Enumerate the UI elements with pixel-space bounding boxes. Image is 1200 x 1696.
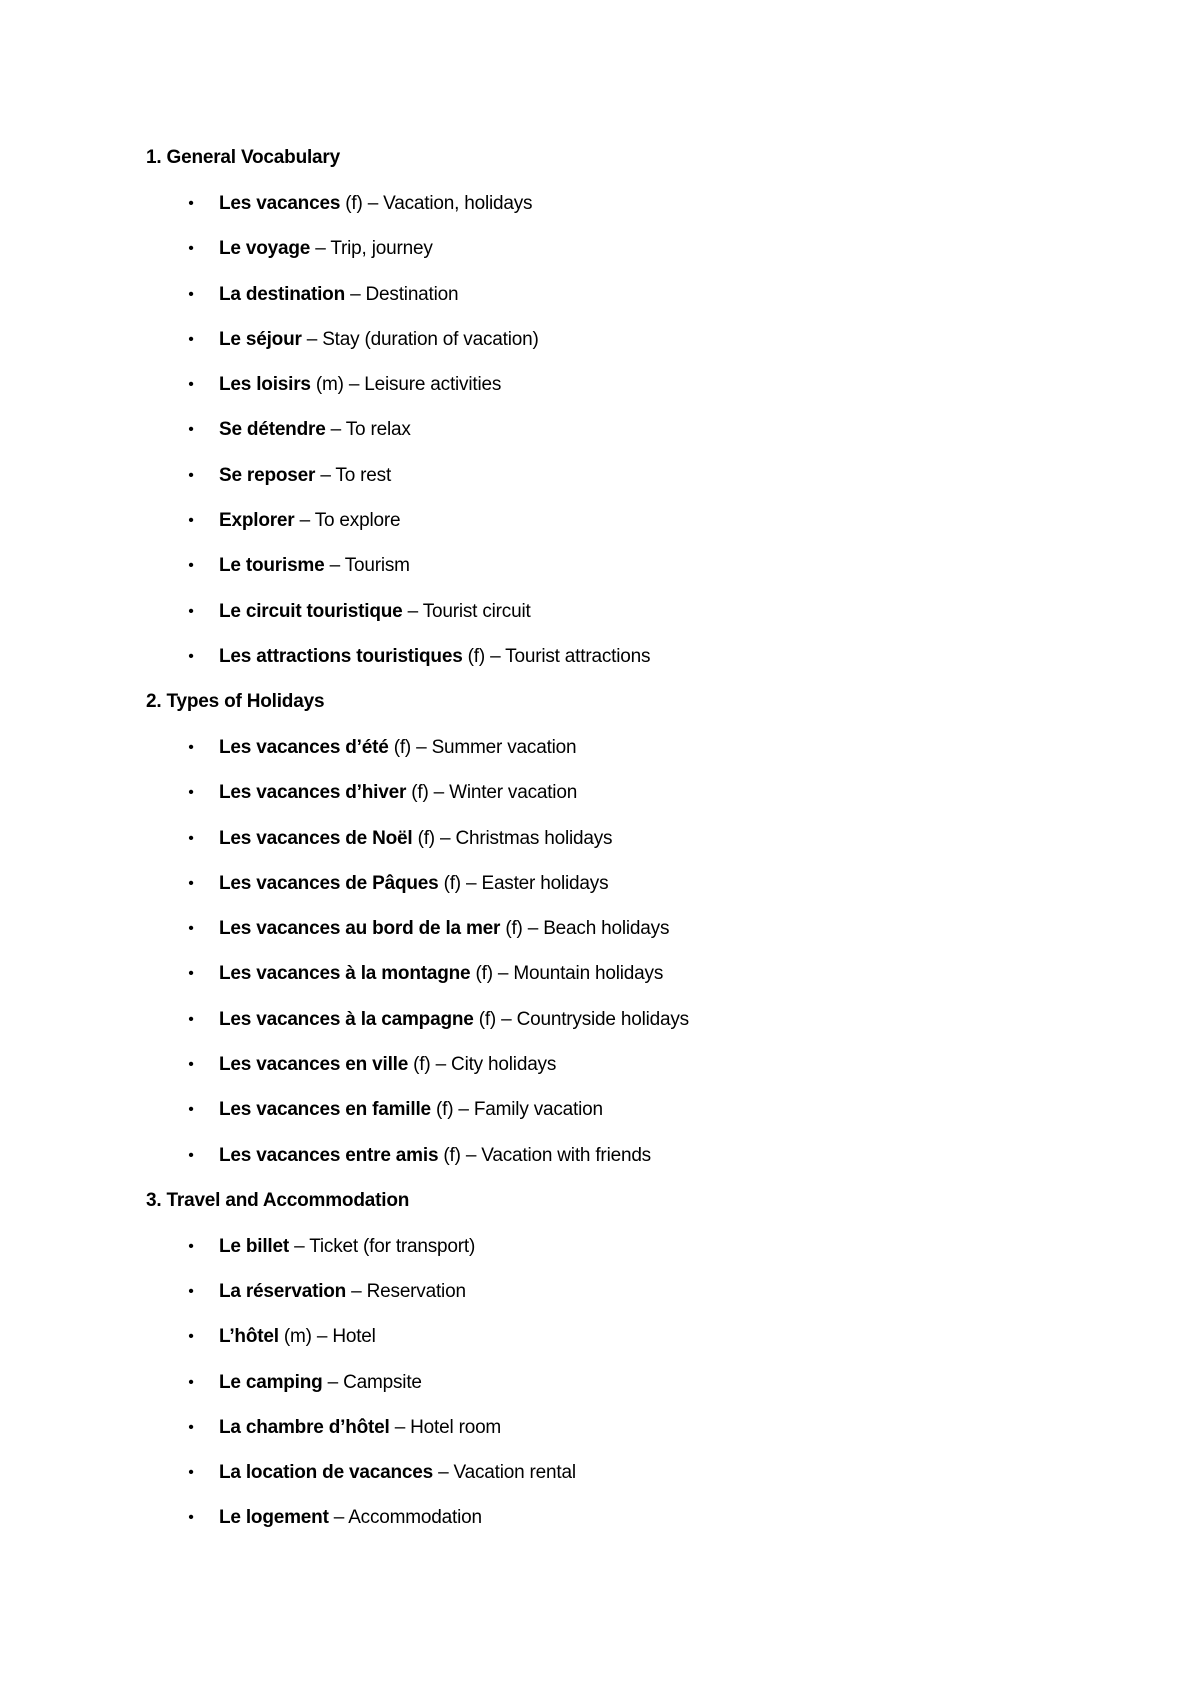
vocab-meaning: Family vacation [473, 1099, 603, 1121]
bullet-icon: • [188, 1146, 194, 1164]
list-item [146, 1235, 1126, 1259]
vocab-term: Les loisirs [219, 374, 311, 396]
bullet-icon: • [188, 421, 194, 439]
bullet-icon: • [188, 512, 194, 530]
list-item [146, 1325, 1126, 1349]
vocab-term: Le logement [219, 1507, 329, 1529]
vocab-separator: – [492, 963, 514, 985]
vocab-term: Les vacances en ville [219, 1054, 409, 1076]
bullet-icon: • [188, 784, 194, 802]
vocab-separator: – [311, 1326, 333, 1348]
bullet-icon: • [188, 965, 194, 983]
bullet-icon: • [188, 1056, 194, 1074]
list-item [146, 645, 1126, 669]
vocab-separator: – [322, 1371, 344, 1393]
vocab-separator: – [496, 1008, 517, 1030]
bullet-icon: • [188, 1101, 194, 1119]
vocab-separator: – [324, 555, 345, 577]
vocab-meaning: City holidays [451, 1054, 557, 1076]
vocab-separator: – [345, 283, 366, 305]
vocab-separator: – [325, 419, 346, 441]
section-heading-types-of-holidays: 2. Types of Holidays [146, 690, 325, 712]
vocab-term: Les vacances de Pâques [219, 872, 439, 894]
bullet-icon: • [188, 829, 194, 847]
vocab-gender: (f) [470, 963, 493, 985]
vocab-separator: – [301, 328, 323, 350]
vocab-separator: – [460, 1144, 482, 1166]
vocab-term: Le billet [219, 1235, 289, 1257]
vocab-gender: (f) [340, 193, 363, 214]
list-item [146, 1371, 1126, 1395]
bullet-icon: • [188, 376, 194, 394]
list-item [146, 237, 1126, 261]
vocab-separator: – [315, 464, 336, 486]
vocab-separator: – [428, 782, 450, 804]
vocab-gender: (f) [473, 1008, 497, 1030]
vocab-meaning: Christmas holidays [455, 827, 613, 849]
vocab-separator: – [289, 1235, 310, 1257]
list-item [146, 554, 1126, 578]
bullet-icon: • [188, 1237, 194, 1255]
vocab-meaning: Hotel [332, 1326, 376, 1348]
vocab-term: Les vacances d’hiver [219, 782, 407, 804]
vocab-meaning: Vacation with friends [481, 1144, 651, 1166]
list-item [146, 1144, 1126, 1168]
bullet-icon: • [188, 647, 194, 665]
bullet-icon: • [188, 1328, 194, 1346]
vocab-meaning: Destination [365, 283, 459, 305]
vocab-gender: (m) [310, 374, 344, 396]
vocab-meaning: Leisure activities [364, 374, 502, 396]
vocab-list-general-vocabulary [146, 192, 1126, 669]
bullet-icon: • [188, 920, 194, 938]
vocab-term: Le tourisme [219, 555, 325, 577]
vocab-separator: – [430, 1054, 452, 1076]
section-heading-travel-and-accommodation: 3. Travel and Accommodation [146, 1189, 410, 1211]
list-item [146, 1506, 1126, 1530]
vocab-meaning: Accommodation [348, 1507, 482, 1529]
bullet-icon: • [188, 738, 194, 756]
list-item [146, 1416, 1126, 1440]
vocab-meaning: Hotel room [410, 1416, 502, 1438]
vocab-gender: (f) [406, 782, 429, 804]
vocab-meaning: Reservation [366, 1280, 466, 1302]
vocab-meaning: Trip, journey [330, 238, 433, 260]
list-item [146, 1008, 1126, 1032]
list-item [146, 600, 1126, 624]
vocab-meaning: Tourism [344, 555, 410, 577]
vocab-gender: (f) [438, 872, 461, 894]
bullet-icon: • [188, 330, 194, 348]
bullet-icon: • [188, 1373, 194, 1391]
list-item [146, 373, 1126, 397]
vocab-gender: (f) [388, 736, 412, 758]
vocab-term: Le circuit touristique [219, 600, 403, 622]
vocab-separator: – [460, 872, 482, 894]
vocab-term: Explorer [219, 510, 295, 532]
list-item [146, 872, 1126, 896]
list-item [146, 1053, 1126, 1077]
list-item [146, 509, 1126, 533]
bullet-icon: • [188, 1418, 194, 1436]
vocab-term: Se détendre [219, 419, 326, 441]
vocab-term: Les vacances en famille [219, 1099, 431, 1121]
vocab-meaning: Vacation rental [453, 1462, 576, 1484]
list-item [146, 283, 1126, 307]
bullet-icon: • [188, 1282, 194, 1300]
vocab-meaning: Ticket (for transport) [309, 1235, 476, 1257]
vocab-term: Le camping [219, 1371, 323, 1393]
vocab-list-travel-and-accommodation [146, 1235, 1126, 1531]
bullet-icon: • [188, 874, 194, 892]
vocab-separator: – [389, 1416, 411, 1438]
vocab-term: Le séjour [219, 328, 302, 350]
bullet-icon: • [188, 240, 194, 258]
bullet-icon: • [188, 1509, 194, 1527]
vocab-meaning: Stay (duration of vacation) [322, 328, 539, 350]
bullet-icon: • [188, 466, 194, 484]
vocab-meaning: Countryside holidays [516, 1008, 689, 1030]
vocab-gender: (f) [500, 918, 523, 940]
vocab-term: Les vacances à la montagne [219, 963, 471, 985]
vocab-gender: (f) [438, 1144, 461, 1166]
vocab-term: Se reposer [219, 464, 316, 486]
vocab-term: Les vacances entre amis [219, 1144, 439, 1166]
vocab-meaning: Tourist attractions [505, 645, 651, 667]
bullet-icon: • [188, 1010, 194, 1028]
vocab-separator: – [343, 374, 365, 396]
list-item [146, 1098, 1126, 1122]
bullet-icon: • [188, 602, 194, 620]
vocab-separator: – [346, 1280, 367, 1302]
vocab-separator: – [484, 645, 506, 667]
vocab-term: Les vacances au bord de la mer [219, 918, 501, 940]
vocab-gender: (f) [430, 1099, 454, 1121]
list-item [146, 736, 1126, 760]
vocab-separator: – [402, 600, 423, 622]
list-item [146, 781, 1126, 805]
vocab-list-types-of-holidays [146, 736, 1126, 1168]
vocab-term: L’hôtel [219, 1326, 279, 1348]
vocab-separator: – [522, 918, 544, 940]
vocab-meaning: Campsite [343, 1371, 422, 1393]
list-item [146, 827, 1126, 851]
vocab-term: Les vacances d’été [219, 736, 389, 758]
vocab-gender: (f) [462, 645, 485, 667]
vocab-gender: (m) [278, 1326, 312, 1348]
list-item [146, 917, 1126, 941]
vocab-meaning: To explore [314, 510, 401, 532]
vocab-term: Les vacances [219, 193, 341, 214]
vocab-gender: (f) [412, 827, 435, 849]
list-item [146, 192, 1126, 216]
vocab-meaning: Beach holidays [543, 918, 670, 940]
vocab-meaning: Easter holidays [481, 872, 609, 894]
document-content [146, 146, 1126, 1530]
vocab-separator: – [434, 827, 456, 849]
vocab-term: Le voyage [219, 238, 311, 260]
bullet-icon: • [188, 285, 194, 303]
list-item [146, 962, 1126, 986]
vocab-separator: – [328, 1507, 349, 1529]
vocab-meaning: To relax [345, 419, 411, 441]
vocab-term: Les attractions touristiques [219, 645, 463, 667]
bullet-icon: • [188, 1464, 194, 1482]
vocab-term: Les vacances de Noël [219, 827, 413, 849]
vocab-separator: – [433, 1462, 454, 1484]
bullet-icon: • [188, 195, 194, 212]
vocab-separator: – [411, 736, 432, 758]
list-item [146, 1280, 1126, 1304]
vocab-meaning: Mountain holidays [513, 963, 664, 985]
list-item [146, 464, 1126, 488]
list-item [146, 328, 1126, 352]
list-item [146, 418, 1126, 442]
vocab-meaning: Summer vacation [431, 736, 577, 758]
vocab-meaning: To rest [335, 464, 392, 486]
bullet-icon: • [188, 557, 194, 575]
vocab-term: La location de vacances [219, 1462, 433, 1484]
vocab-meaning: Tourist circuit [422, 600, 531, 622]
vocab-separator: – [453, 1099, 474, 1121]
vocab-separator: – [362, 193, 384, 214]
vocab-gender: (f) [408, 1054, 431, 1076]
vocab-meaning: Winter vacation [449, 782, 578, 804]
vocab-separator: – [310, 238, 331, 260]
vocab-term: La réservation [219, 1280, 347, 1302]
vocab-meaning: Vacation, holidays [383, 193, 533, 214]
vocab-term: La destination [219, 283, 345, 305]
vocab-term: La chambre d’hôtel [219, 1416, 390, 1438]
list-item [146, 1461, 1126, 1485]
vocab-separator: – [294, 510, 315, 532]
vocab-term: Les vacances à la campagne [219, 1008, 474, 1030]
section-heading-general-vocabulary: 1. General Vocabulary [146, 147, 340, 168]
